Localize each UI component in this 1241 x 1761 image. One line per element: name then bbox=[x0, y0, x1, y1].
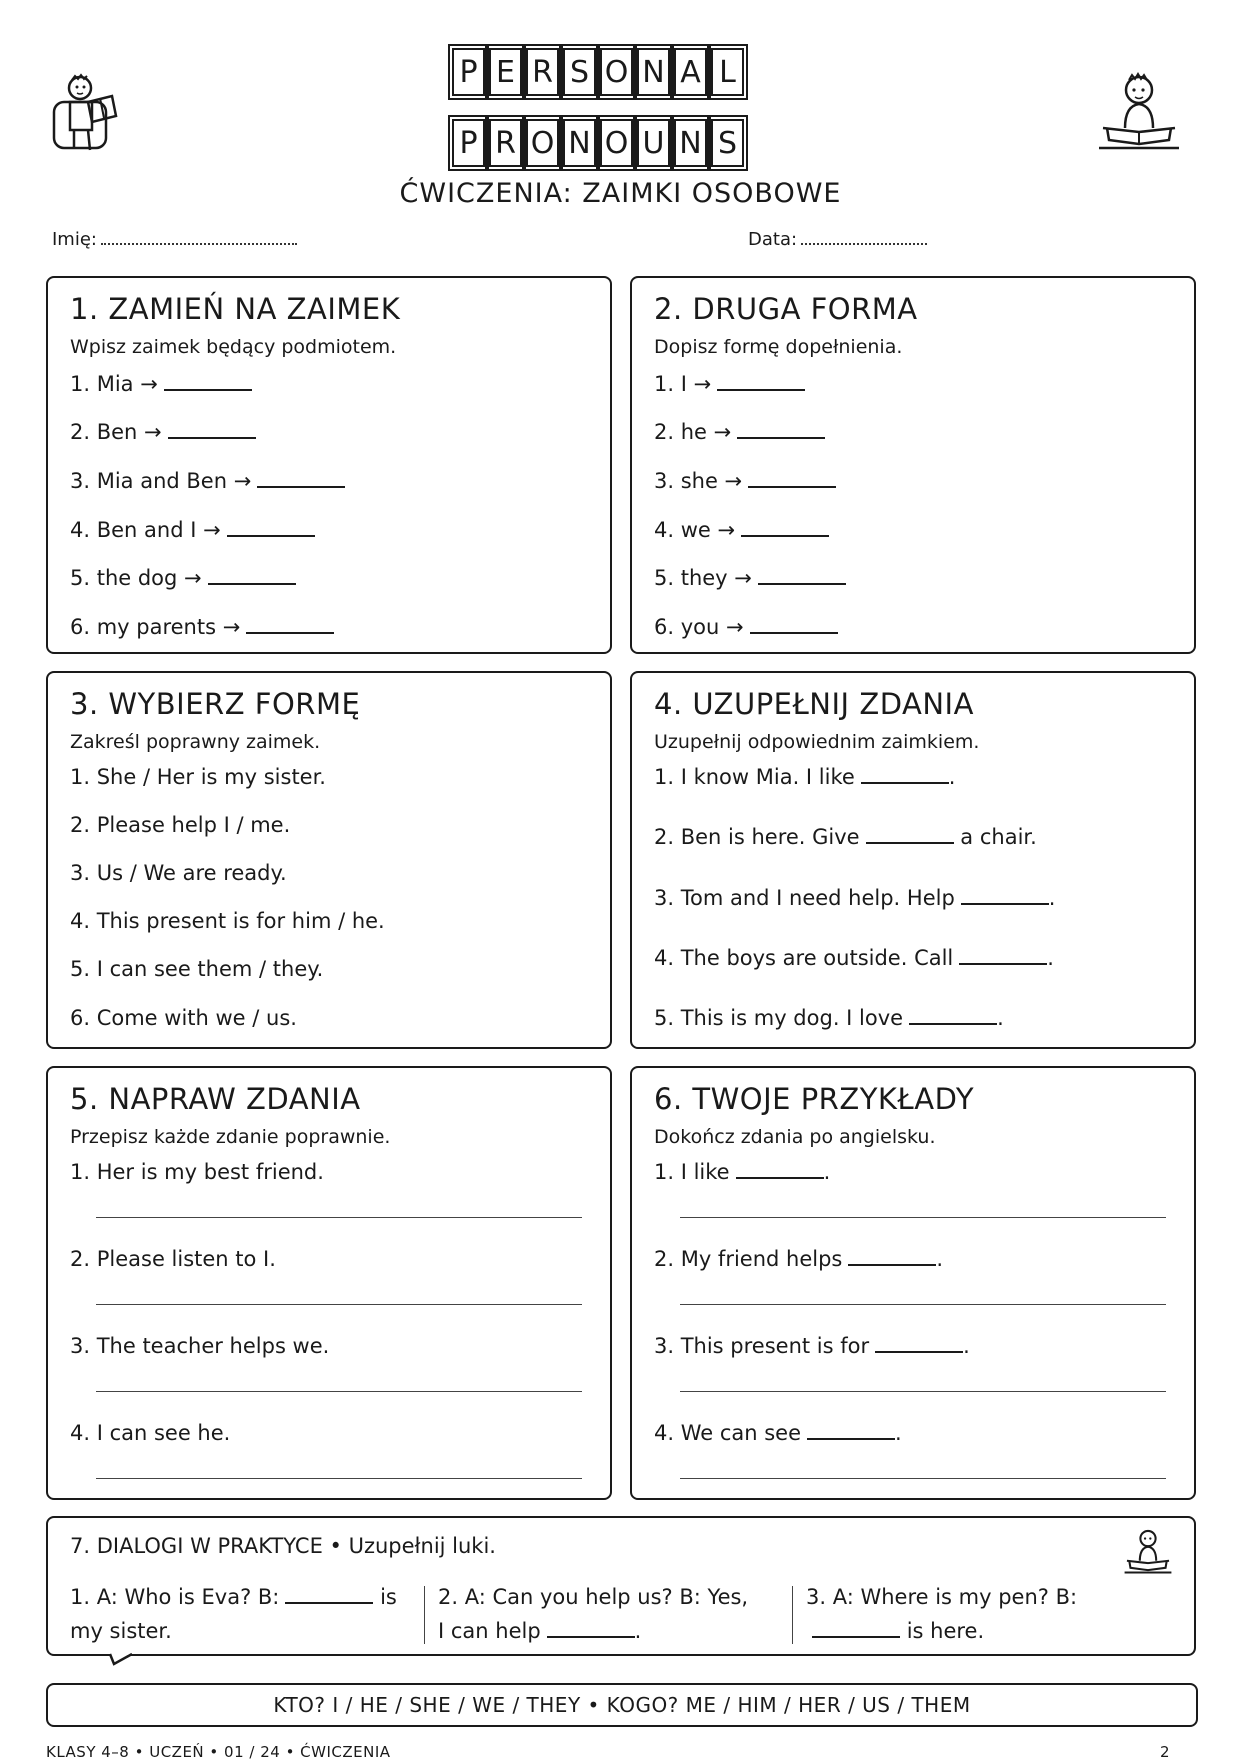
title-letter: O bbox=[526, 119, 559, 167]
answer-blank[interactable] bbox=[909, 1021, 997, 1025]
answer-blank[interactable] bbox=[547, 1634, 635, 1638]
exercise-item[interactable]: 3. This present is for . bbox=[654, 1334, 970, 1358]
exercise-item[interactable]: 2. Ben is here. Give a chair. bbox=[654, 825, 1037, 849]
exercise-item: 3. The teacher helps we. bbox=[70, 1334, 330, 1358]
title-letter: R bbox=[526, 48, 559, 96]
answer-blank[interactable] bbox=[164, 387, 252, 391]
date-label: Data: bbox=[748, 229, 798, 250]
exercise-item[interactable]: 2. My friend helps . bbox=[654, 1247, 944, 1271]
writing-line[interactable] bbox=[680, 1303, 1166, 1305]
title-letter: S bbox=[563, 48, 596, 96]
answer-blank[interactable] bbox=[748, 484, 836, 488]
exercise-item[interactable]: 3. she → bbox=[654, 469, 836, 493]
writing-line[interactable] bbox=[96, 1216, 582, 1218]
writing-line[interactable] bbox=[96, 1303, 582, 1305]
title-letter: S bbox=[711, 119, 744, 167]
exercise-item[interactable]: 4. we → bbox=[654, 518, 829, 542]
exercise-item[interactable]: 6. Come with we / us. bbox=[70, 1006, 297, 1030]
answer-blank[interactable] bbox=[227, 533, 315, 537]
exercise-item[interactable]: 3. Mia and Ben → bbox=[70, 469, 345, 493]
title-line-personal bbox=[452, 48, 744, 96]
section-instruction: Przepisz każde zdanie poprawnie. bbox=[70, 1126, 391, 1148]
answer-blank[interactable] bbox=[807, 1436, 895, 1440]
boy-writing-at-desk-illustration bbox=[1097, 72, 1181, 154]
answer-blank[interactable] bbox=[257, 484, 345, 488]
title-letter: N bbox=[674, 119, 707, 167]
section-7-card bbox=[46, 1516, 1196, 1656]
section-2-card bbox=[630, 276, 1196, 654]
section-title: 4. UZUPEŁNIJ ZDANIA bbox=[654, 687, 974, 721]
title-letter: E bbox=[489, 48, 522, 96]
section-instruction: Wpisz zaimek będący podmiotem. bbox=[70, 336, 397, 358]
exercise-item[interactable]: 1. She / Her is my sister. bbox=[70, 765, 326, 789]
speech-bubble-tail bbox=[108, 1652, 138, 1666]
title-letter: N bbox=[563, 119, 596, 167]
name-label: Imię: bbox=[52, 229, 97, 250]
page-number: 2 bbox=[1160, 1743, 1171, 1761]
answer-blank[interactable] bbox=[737, 435, 825, 439]
answer-blank[interactable] bbox=[875, 1349, 963, 1353]
dialog-item[interactable]: 1. A: Who is Eva? B: is my sister. bbox=[70, 1585, 397, 1643]
title-letter: P bbox=[452, 119, 485, 167]
answer-blank[interactable] bbox=[866, 840, 954, 844]
answer-blank[interactable] bbox=[961, 901, 1049, 905]
exercise-item[interactable]: 1. I know Mia. I like . bbox=[654, 765, 956, 789]
title-letter: O bbox=[600, 48, 633, 96]
section-title: 5. NAPRAW ZDANIA bbox=[70, 1082, 361, 1116]
page-subtitle: ĆWICZENIA: ZAIMKI OSOBOWE bbox=[399, 178, 842, 209]
answer-blank[interactable] bbox=[758, 581, 846, 585]
answer-blank[interactable] bbox=[741, 533, 829, 537]
writing-line[interactable] bbox=[96, 1390, 582, 1392]
section-title: 1. ZAMIEŃ NA ZAIMEK bbox=[70, 292, 401, 326]
exercise-item[interactable]: 5. they → bbox=[654, 566, 846, 590]
section-6-card bbox=[630, 1066, 1196, 1500]
footer-info: KLASY 4–8 • UCZEŃ • 01 / 24 • ĆWICZENIA bbox=[46, 1743, 391, 1761]
answer-blank[interactable] bbox=[285, 1600, 373, 1604]
answer-blank[interactable] bbox=[168, 435, 256, 439]
writing-line[interactable] bbox=[96, 1477, 582, 1479]
section-instruction: Uzupełnij odpowiednim zaimkiem. bbox=[654, 731, 980, 753]
title-letter: L bbox=[711, 48, 744, 96]
exercise-item: 4. I can see he. bbox=[70, 1421, 231, 1445]
exercise-item[interactable]: 1. I → bbox=[654, 372, 805, 396]
exercise-item[interactable]: 5. This is my dog. I love . bbox=[654, 1006, 1004, 1030]
boy-writing-icon bbox=[1122, 1528, 1174, 1576]
answer-blank[interactable] bbox=[736, 1175, 824, 1179]
title-letter: U bbox=[637, 119, 670, 167]
exercise-item[interactable]: 4. This present is for him / he. bbox=[70, 909, 385, 933]
title-line-pronouns bbox=[452, 119, 744, 167]
writing-line[interactable] bbox=[680, 1390, 1166, 1392]
exercise-item[interactable]: 2. he → bbox=[654, 420, 825, 444]
answer-blank[interactable] bbox=[848, 1262, 936, 1266]
boy-reading-in-armchair-illustration bbox=[50, 72, 122, 154]
exercise-item[interactable]: 6. you → bbox=[654, 615, 838, 639]
exercise-item[interactable]: 2. Please help I / me. bbox=[70, 813, 291, 837]
section-1-card bbox=[46, 276, 612, 654]
exercise-item[interactable]: 1. I like . bbox=[654, 1160, 831, 1184]
section-title: 2. DRUGA FORMA bbox=[654, 292, 918, 326]
answer-blank[interactable] bbox=[208, 581, 296, 585]
section-instruction: Dopisz formę dopełnienia. bbox=[654, 336, 903, 358]
title-letter: A bbox=[674, 48, 707, 96]
answer-blank[interactable] bbox=[812, 1634, 900, 1638]
answer-blank[interactable] bbox=[861, 780, 949, 784]
exercise-item[interactable]: 5. I can see them / they. bbox=[70, 957, 324, 981]
date-field[interactable] bbox=[748, 229, 927, 250]
section-5-card bbox=[46, 1066, 612, 1500]
answer-blank[interactable] bbox=[717, 387, 805, 391]
exercise-item: 2. Please listen to I. bbox=[70, 1247, 276, 1271]
writing-line[interactable] bbox=[680, 1477, 1166, 1479]
name-dotted-line bbox=[101, 229, 297, 245]
exercise-item[interactable]: 6. my parents → bbox=[70, 615, 334, 639]
title-letter: O bbox=[600, 119, 633, 167]
writing-line[interactable] bbox=[680, 1216, 1166, 1218]
section-instruction: Zakreśl poprawny zaimek. bbox=[70, 731, 321, 753]
section-title: 6. TWOJE PRZYKŁADY bbox=[654, 1082, 975, 1116]
exercise-item[interactable]: 4. We can see . bbox=[654, 1421, 902, 1445]
answer-blank[interactable] bbox=[750, 630, 838, 634]
section-4-card bbox=[630, 671, 1196, 1049]
column-divider bbox=[424, 1586, 425, 1644]
exercise-item[interactable]: 2. Ben → bbox=[70, 420, 256, 444]
exercise-item[interactable]: 3. Us / We are ready. bbox=[70, 861, 287, 885]
title-letter: R bbox=[489, 119, 522, 167]
title-letter: N bbox=[637, 48, 670, 96]
section-instruction: Dokończ zdania po angielsku. bbox=[654, 1126, 936, 1148]
exercise-item[interactable]: 1. Mia → bbox=[70, 372, 252, 396]
column-divider bbox=[792, 1586, 793, 1644]
name-field[interactable] bbox=[52, 229, 297, 250]
title-letter: P bbox=[452, 48, 485, 96]
dialog-item[interactable]: 3. A: Where is my pen? B: is here. bbox=[806, 1585, 1078, 1643]
answer-blank[interactable] bbox=[959, 961, 1047, 965]
exercise-item[interactable]: 5. the dog → bbox=[70, 566, 296, 590]
dialog-item[interactable]: 2. A: Can you help us? B: Yes, I can help . bbox=[438, 1585, 749, 1643]
pronoun-reminder-bar: KTO? I / HE / SHE / WE / THEY • KOGO? ME / HIM / HER / US / THEM bbox=[46, 1683, 1198, 1727]
answer-blank[interactable] bbox=[246, 630, 334, 634]
date-dotted-line bbox=[801, 229, 927, 245]
section-3-card bbox=[46, 671, 612, 1049]
exercise-item[interactable]: 4. Ben and I → bbox=[70, 518, 315, 542]
section-title: 7. DIALOGI W PRAKTYCE • Uzupełnij luki. bbox=[70, 1534, 496, 1558]
exercise-item[interactable]: 4. The boys are outside. Call . bbox=[654, 946, 1054, 970]
exercise-item: 1. Her is my best friend. bbox=[70, 1160, 324, 1184]
exercise-item[interactable]: 3. Tom and I need help. Help . bbox=[654, 886, 1056, 910]
section-title: 3. WYBIERZ FORMĘ bbox=[70, 687, 361, 721]
